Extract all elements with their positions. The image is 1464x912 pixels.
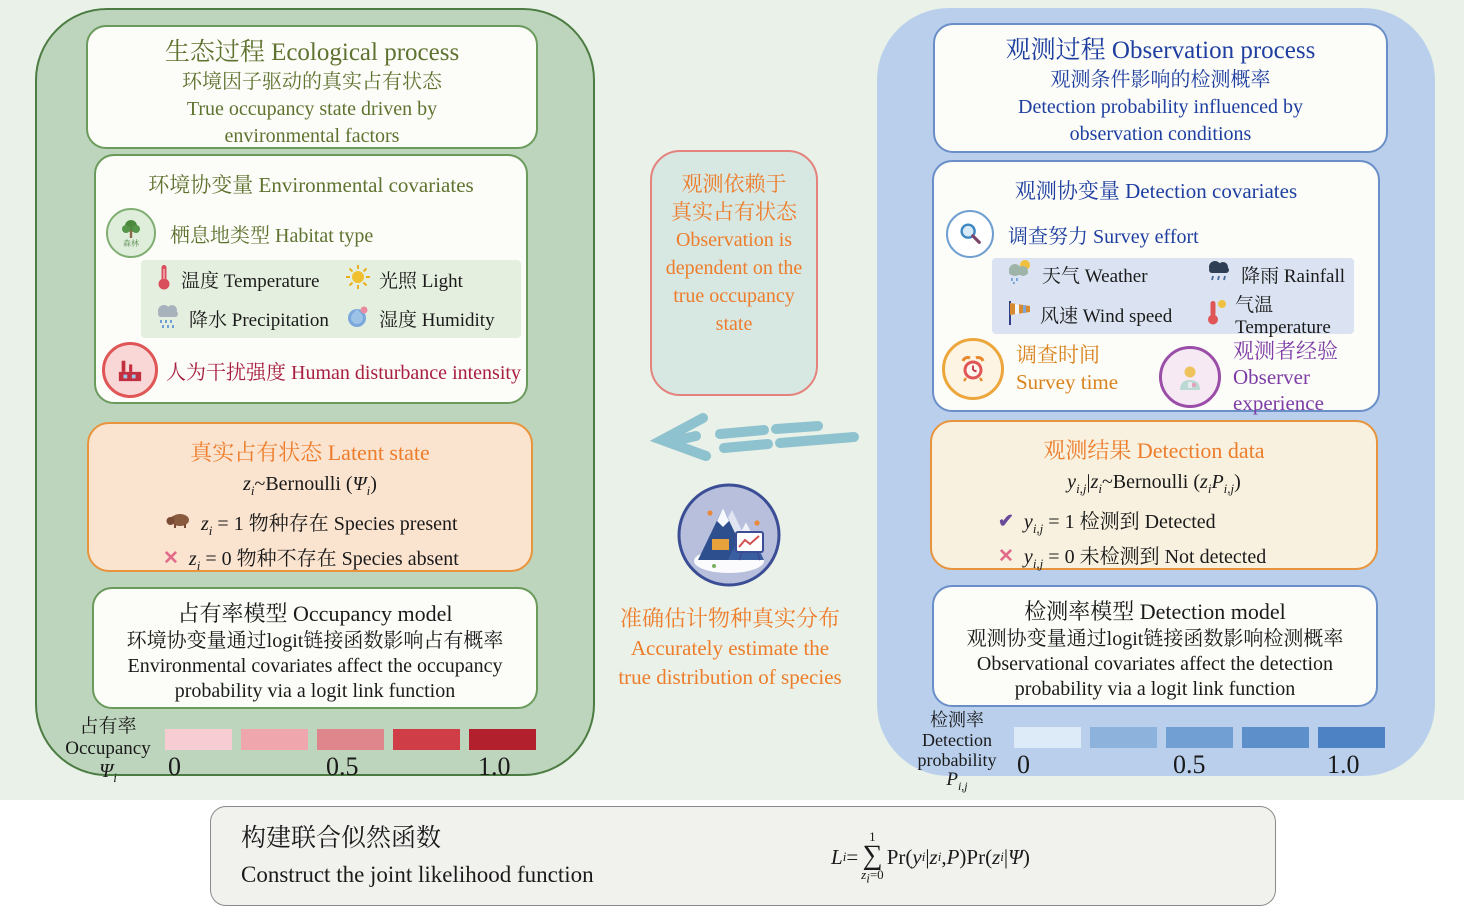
- occupancy-legend-en: Occupancy: [65, 738, 151, 759]
- ecological-header-box: [86, 25, 538, 149]
- legend-swatch: [317, 729, 384, 750]
- dependency-arrow-icon: [648, 406, 863, 468]
- survey-effort-row: [946, 210, 1199, 258]
- weather-label: 天气 Weather: [1042, 265, 1148, 287]
- observation-title: 观测过程 Observation process: [1005, 37, 1316, 64]
- dependency-en: Observation is dependent on the true occupancy state: [665, 229, 803, 335]
- occupancy-model-en1: Environmental covariates affect the occupancy: [127, 655, 503, 677]
- dependency-note-box: [650, 150, 818, 396]
- detection-model-title: 检测率模型 Detection model: [1024, 599, 1286, 624]
- occupancy-tick-10: 1.0: [478, 752, 511, 781]
- air-temperature-item: [1191, 290, 1354, 339]
- cross-icon: ✕: [163, 547, 179, 569]
- ecological-subtitle-en2: environmental factors: [224, 125, 400, 147]
- detection-gradient: [1014, 727, 1385, 748]
- detection-tick-05: 0.5: [1173, 750, 1206, 779]
- survey-time-label: 调查时间 Survey time: [1016, 343, 1119, 394]
- occupancy-legend-labels: [58, 716, 158, 789]
- detection-covariates-title: 观测协变量 Detection covariates: [1014, 179, 1298, 203]
- dependency-zh2: 真实占有状态: [671, 200, 797, 224]
- observation-subtitle-en1: Detection probability influenced by: [1018, 96, 1303, 118]
- detection-tick-10: 1.0: [1327, 750, 1360, 779]
- detection-covariates-box: [932, 160, 1380, 415]
- latent-formula: $z_i\sim Bernoulli$ $(\Psi_i)$: [243, 473, 377, 498]
- alarm-clock-icon: [942, 338, 1004, 400]
- sun-cloud-icon: [1006, 258, 1034, 290]
- observation-subtitle-en2: observation conditions: [1069, 123, 1252, 145]
- air-temperature-label: 气温 Temperature: [1235, 295, 1331, 338]
- environment-grid: [141, 260, 521, 338]
- goal-zh: 准确估计物种真实分布: [619, 606, 840, 631]
- detection-tick-0: 0: [1017, 750, 1030, 779]
- rainfall-label: 降雨 Rainfall: [1241, 265, 1346, 287]
- disturbance-row: [102, 342, 521, 398]
- mountain-survey-icon: [676, 482, 782, 588]
- ecological-subtitle-zh: 环境因子驱动的真实占有状态: [182, 71, 442, 93]
- rain-cloud-icon: [155, 302, 181, 336]
- detection-grid: [992, 258, 1354, 338]
- boar-icon: [165, 511, 191, 535]
- detected-text: $y_{i,j} = 1$ 检测到 Detected: [1023, 511, 1216, 536]
- humidity-droplet-icon: [345, 303, 371, 335]
- covariates-title: 环境协变量 Environmental covariates: [148, 173, 474, 197]
- detection-legend-en2: probability: [917, 750, 997, 770]
- goal-en2: true distribution of species: [618, 665, 842, 689]
- observation-header-box: [933, 23, 1388, 153]
- observation-process-panel: [877, 8, 1435, 793]
- sigma-symbol: ∑: [862, 839, 883, 871]
- cross-icon: ✕: [998, 545, 1014, 567]
- legend-swatch: [469, 729, 536, 750]
- factory-icon: [102, 342, 158, 398]
- not-detected-row: [998, 540, 1376, 572]
- goal-en1: Accurately estimate the: [630, 636, 830, 660]
- habitat-row: [106, 208, 373, 258]
- survey-time-row: [942, 338, 1118, 400]
- occupancy-model-box: [92, 587, 538, 709]
- occupancy-legend-symbol: $\Psi_i$: [99, 760, 117, 785]
- occupancy-model-en2: probability via a logit link function: [174, 680, 456, 702]
- temperature-label: 温度 Temperature: [181, 271, 320, 292]
- detection-data-box: [930, 420, 1378, 570]
- detection-model-zh: 观测协变量通过logit链接函数影响检测概率: [966, 628, 1344, 650]
- detection-model-en1: Observational covariates affect the detection: [976, 653, 1334, 675]
- humidity-item: [331, 303, 521, 335]
- disturbance-label: 人为干扰强度 Human disturbance intensity: [166, 361, 521, 384]
- detection-legend-symbol: $P_{i,j}$: [946, 769, 968, 793]
- detection-legend-en1: Detection: [922, 730, 992, 750]
- detected-row: [998, 505, 1376, 537]
- humidity-label: 湿度 Humidity: [379, 310, 495, 331]
- likelihood-zh: 构建联合似然函数: [241, 825, 442, 852]
- occupancy-tick-05: 0.5: [326, 752, 359, 781]
- detection-legend-labels: [905, 710, 1009, 796]
- dark-rain-cloud-icon: [1205, 259, 1233, 289]
- sum-lower-limit: $z_i=0$: [861, 866, 884, 886]
- observer-person-icon: [1159, 346, 1221, 408]
- precipitation-label: 降水 Precipitation: [189, 310, 329, 331]
- occupancy-gradient: [165, 729, 536, 750]
- thermometer-sun-icon: [1205, 298, 1227, 332]
- legend-swatch: [1014, 727, 1081, 748]
- precipitation-item: [141, 302, 331, 336]
- observation-subtitle-zh: 观测条件影响的检测概率: [1050, 69, 1271, 91]
- occupancy-legend-zh: 占有率: [79, 716, 137, 737]
- legend-swatch: [165, 729, 232, 750]
- latent-title: 真实占有状态 Latent state: [190, 440, 430, 465]
- legend-swatch: [1242, 727, 1309, 748]
- temperature-item: [141, 263, 331, 297]
- wind-speed-item: [992, 298, 1191, 332]
- windsock-icon: [1006, 298, 1032, 332]
- habitat-label: 栖息地类型 Habitat type: [170, 224, 374, 247]
- latent-state-box: [87, 422, 533, 572]
- detection-model-en2: probability via a logit link function: [1014, 678, 1296, 700]
- dependency-zh1: 观测依赖于: [681, 172, 787, 196]
- species-absent-text: $z_i = 0$ 物种不存在 Species absent: [188, 548, 459, 573]
- weather-item: [992, 258, 1191, 290]
- detection-legend-zh: 检测率: [930, 710, 984, 730]
- likelihood-formula: L i = 1 ∑ $z_i=0$ Pr( y i | z i , P )Pr( z i | Ψ ): [831, 828, 1030, 886]
- observer-experience-label: 观测者经验 Observer experience: [1233, 339, 1338, 415]
- detection-data-title: 观测结果 Detection data: [1043, 438, 1265, 463]
- occupancy-model-title: 占有率模型 Occupancy model: [177, 601, 453, 626]
- light-label: 光照 Light: [379, 271, 463, 292]
- legend-swatch: [241, 729, 308, 750]
- rainfall-item: [1191, 259, 1354, 289]
- forest-icon: [106, 208, 156, 258]
- forest-icon-label: 森林: [123, 239, 139, 248]
- species-present-row: [165, 507, 531, 539]
- detection-model-box: [932, 585, 1378, 707]
- goal-note: [580, 604, 880, 692]
- species-present-text: $z_i = 1$ 物种存在 Species present: [201, 513, 458, 538]
- sun-icon: [345, 264, 371, 296]
- thermometer-icon: [155, 263, 173, 297]
- environmental-covariates-box: [94, 154, 528, 404]
- survey-effort-label: 调查努力 Survey effort: [1008, 225, 1199, 248]
- species-absent-row: [163, 542, 531, 574]
- light-item: [331, 264, 521, 296]
- likelihood-en: Construct the joint likelihood function: [241, 862, 594, 887]
- wind-speed-label: 风速 Wind speed: [1040, 306, 1173, 327]
- ecological-process-panel: [35, 8, 595, 785]
- legend-swatch: [1090, 727, 1157, 748]
- check-icon: ✔: [998, 510, 1014, 532]
- not-detected-text: $y_{i,j} = 0$ 未检测到 Not detected: [1023, 546, 1267, 571]
- detection-formula: $y_{i,j}|z_i\sim Bernoulli$ $(z_iP_{i,j})$: [1067, 471, 1241, 496]
- likelihood-box: [210, 806, 1276, 906]
- ecological-subtitle-en1: True occupancy state driven by: [186, 98, 438, 120]
- legend-swatch: [1318, 727, 1385, 748]
- magnifier-icon: [946, 210, 994, 258]
- observer-experience-row: [1159, 338, 1338, 416]
- legend-swatch: [1166, 727, 1233, 748]
- occupancy-tick-0: 0: [168, 752, 181, 781]
- legend-swatch: [393, 729, 460, 750]
- occupancy-model-zh: 环境协变量通过logit链接函数影响占有概率: [126, 630, 504, 652]
- ecological-title: 生态过程 Ecological process: [164, 39, 460, 66]
- summation: 1 ∑ $z_i=0$: [861, 828, 884, 886]
